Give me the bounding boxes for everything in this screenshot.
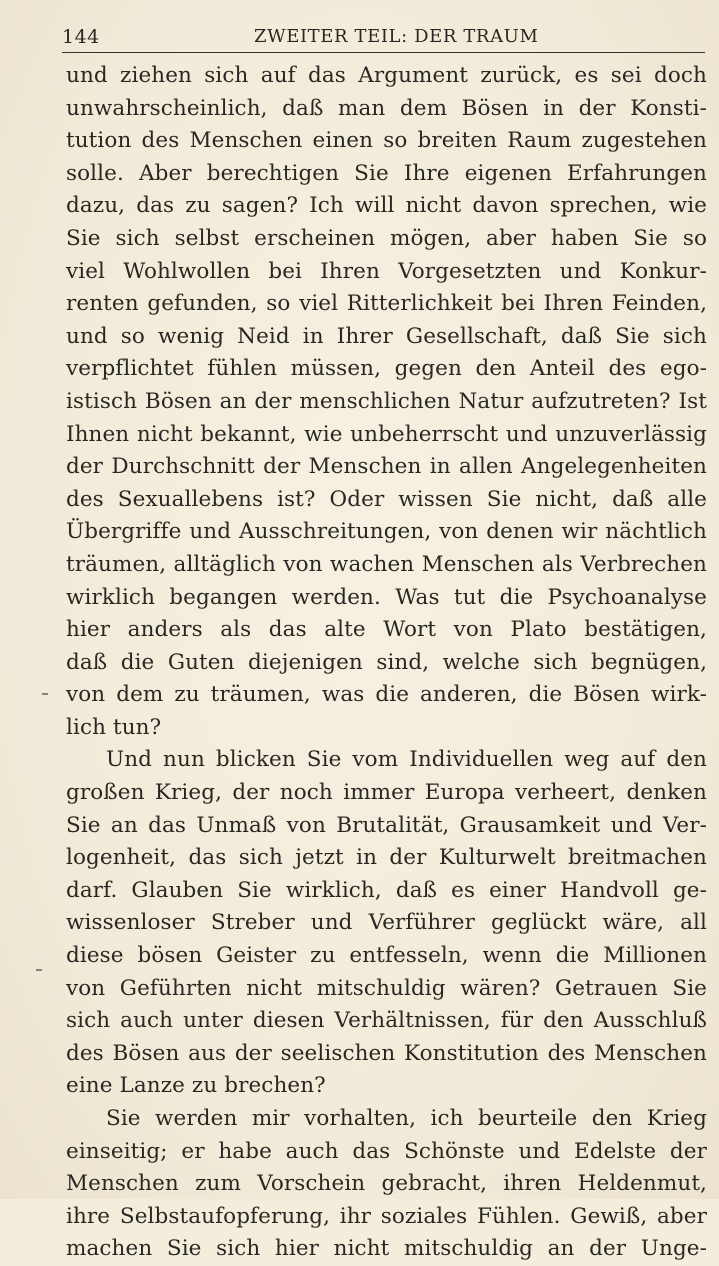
margin-mark (42, 693, 48, 695)
text-line: daß die Guten diejenigen sind, welche sich begnügen, (66, 649, 707, 675)
chapter-title: ZWEITER TEIL: DER TRAUM (254, 26, 539, 47)
text-line: solle. Aber berechtigen Sie Ihre eigenen Erfahrungen (66, 160, 707, 186)
text-line: logenheit, das sich jetzt in der Kulturwelt breitmachen (66, 845, 707, 871)
running-head (62, 22, 705, 53)
text-line: von Geführten nicht mitschuldig wären? Getrauen Sie (66, 975, 707, 1001)
text-line: Übergriffe und Ausschreitungen, von denen wir nächtlich (66, 519, 707, 545)
text-line: sich auch unter diesen Verhältnissen, für den Ausschluß (66, 1008, 707, 1034)
text-line: der Durchschnitt der Menschen in allen Angelegenheiten (66, 454, 707, 480)
text-line: Menschen zum Vorschein gebracht, ihren Heldenmut, (66, 1171, 707, 1197)
text-line: ihre Selbstaufopferung, ihr soziales Fühlen. Gewiß, aber (66, 1203, 707, 1229)
text-line: Und nun blicken Sie vom Individuellen weg auf den (106, 747, 707, 773)
text-line: unwahrscheinlich, daß man dem Bösen in der Konsti- (66, 95, 707, 121)
text-line: Sie werden mir vorhalten, ich beurteile den Krieg (106, 1106, 707, 1131)
text-line: von dem zu träumen, was die anderen, die Bösen wirk- (66, 682, 707, 708)
text-line: Ihnen nicht bekannt, wie unbeherrscht und unzuverlässig (66, 421, 707, 447)
text-line: träumen, alltäglich von wachen Menschen als Verbrechen (66, 551, 707, 577)
text-line: und ziehen sich auf das Argument zurück, es sei doch (66, 63, 707, 88)
margin-mark (36, 969, 42, 971)
text-line: Sie sich selbst erscheinen mögen, aber haben Sie so (66, 225, 707, 251)
text-line: des Sexuallebens ist? Oder wissen Sie nicht, daß alle (66, 486, 707, 512)
text-line: renten gefunden, so viel Ritterlichkeit bei Ihren Feinden, (66, 291, 707, 317)
text-line: hier anders als das alte Wort von Plato bestätigen, (66, 617, 707, 643)
text-line: dazu, das zu sagen? Ich will nicht davon sprechen, wie (66, 193, 707, 219)
text-line: verpflichtet fühlen müssen, gegen den Anteil des ego- (66, 356, 707, 382)
body-text (66, 60, 707, 1266)
text-line: machen Sie sich hier nicht mitschuldig an der Unge- (66, 1236, 707, 1262)
text-line: istisch Bösen an der menschlichen Natur aufzutreten? Ist (66, 388, 707, 414)
text-line: diese bösen Geister zu entfesseln, wenn die Millionen (66, 943, 707, 969)
text-line: und so wenig Neid in Ihrer Gesellschaft, daß Sie sich (66, 323, 707, 349)
text-line: großen Krieg, der noch immer Europa verheert, denken (66, 780, 707, 806)
text-line: des Bösen aus der seelischen Konstitution des Menschen (66, 1040, 707, 1066)
text-line: darf. Glauben Sie wirklich, daß es einer Handvoll ge- (66, 877, 707, 903)
text-line: wirklich begangen werden. Was tut die Psychoanalyse (66, 584, 707, 610)
text-line: wissenloser Streber und Verführer geglückt wäre, all (66, 910, 707, 936)
text-line: eine Lanze zu brechen? (66, 1073, 326, 1099)
page-number: 144 (62, 26, 100, 48)
text-line: lich tun? (66, 714, 162, 740)
text-line: viel Wohlwollen bei Ihren Vorgesetzten und Konkur- (66, 258, 707, 284)
text-line: einseitig; er habe auch das Schönste und Edelste der (66, 1138, 707, 1164)
text-line: Sie an das Unmaß von Brutalität, Grausamkeit und Ver- (66, 812, 707, 838)
text-line: tution des Menschen einen so breiten Raum zugestehen (66, 128, 707, 154)
